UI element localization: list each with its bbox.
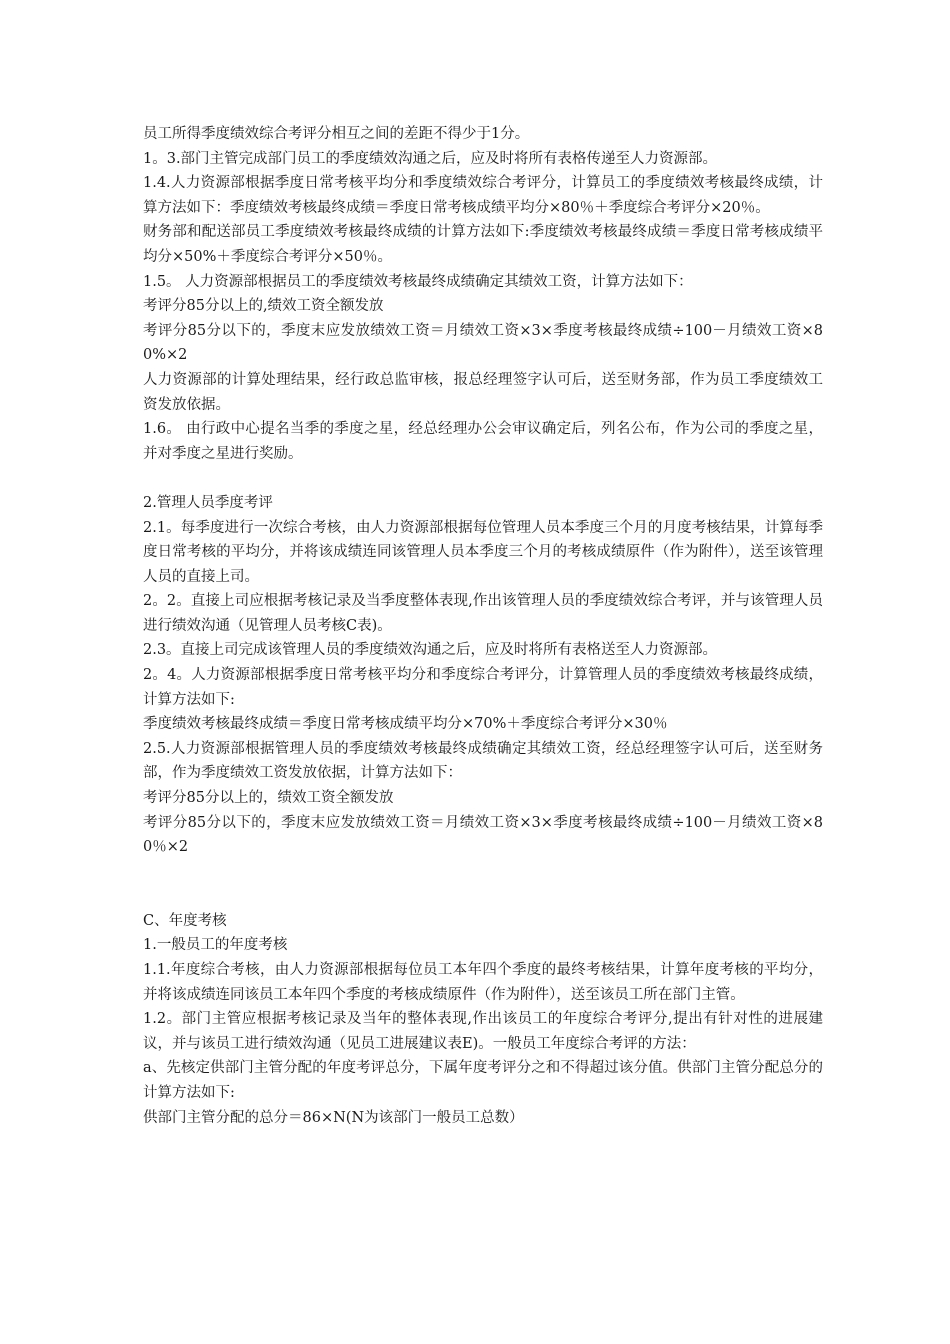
document-page (143, 122, 823, 1130)
paragraph: 2。4。人力资源部根据季度日常考核平均分和季度综合考评分，计算管理人员的季度绩效考核最终成绩，计算方法如下: (143, 667, 823, 708)
paragraph: 2.5.人力资源部根据管理人员的季度绩效考核最终成绩确定其绩效工资，经总经理签字认可后，送至财务部，作为季度绩效工资发放依据，计算方法如下： (143, 740, 823, 782)
paragraph: 1.2。部门主管应根据考核记录及当年的整体表现,作出该员工的年度综合考评分,提出有针对性的进展建议，并与该员工进行绩效沟通（见员工进展建议表E)。一般员工年度综合考评的方法： (143, 1011, 823, 1052)
blank-lines (143, 860, 823, 909)
paragraph: 1.1.年度综合考核，由人力资源部根据每位员工本年四个季度的最终考核结果，计算年度考核的平均分，并将该成绩连同该员工本年四个季度的考核成绩原件（作为附件），送至该员工所在部门主管。 (143, 962, 823, 1003)
paragraph: 1.5。 人力资源部根据员工的季度绩效考核最终成绩确定其绩效工资，计算方法如下： (143, 273, 693, 290)
subsection-heading: 1.一般员工的年度考核 (143, 937, 288, 954)
blank-line (143, 466, 823, 491)
paragraph: 2。2。直接上司应根据考核记录及当季度整体表现,作出该管理人员的季度绩效综合考评，并与该管理人员进行绩效沟通（见管理人员考核C表)。 (143, 593, 823, 634)
section-heading: C、年度考核 (143, 912, 227, 929)
paragraph: 2.3。直接上司完成该管理人员的季度绩效沟通之后，应及时将所有表格送至人力资源部。 (143, 642, 718, 659)
section-heading: 2.管理人员季度考评 (143, 494, 273, 511)
paragraph: 考评分85分以下的，季度末应发放绩效工资＝月绩效工资×3×季度考核最终成绩÷100－月绩效工资×80％×2 (143, 814, 823, 856)
paragraph: 考评分85分以上的,绩效工资全额发放 (143, 298, 384, 315)
paragraph: 考评分85分以下的，季度末应发放绩效工资＝月绩效工资×3×季度考核最终成绩÷100－月绩效工资×80%×2 (143, 322, 823, 364)
paragraph: 季度绩效考核最终成绩＝季度日常考核成绩平均分×70%＋季度综合考评分×30％ (143, 716, 668, 733)
paragraph: 考评分85分以上的，绩效工资全额发放 (143, 790, 394, 807)
paragraph: 2.1。每季度进行一次综合考核，由人力资源部根据每位管理人员本季度三个月的月度考核结果，计算每季度日常考核的平均分，并将该成绩连同该管理人员本季度三个月的考核成绩原件（作为附件），送至该管理人员的直接上司。 (143, 519, 823, 585)
paragraph: 1。3.部门主管完成部门员工的季度绩效沟通之后，应及时将所有表格传递至人力资源部。 (143, 150, 718, 167)
paragraph: 员工所得季度绩效综合考评分相互之间的差距不得少于1分。 (143, 126, 530, 142)
paragraph: 1.4.人力资源部根据季度日常考核平均分和季度绩效综合考评分，计算员工的季度绩效考核最终成绩，计算方法如下：季度绩效考核最终成绩＝季度日常考核成绩平均分×80％＋季度综合考评分×20％。 (143, 175, 823, 216)
paragraph: 财务部和配送部员工季度绩效考核最终成绩的计算方法如下:季度绩效考核最终成绩＝季度日常考核成绩平均分×50%＋季度综合考评分×50％。 (143, 224, 823, 265)
paragraph: 供部门主管分配的总分＝86×N(N为该部门一般员工总数） (143, 1109, 524, 1126)
paragraph: 人力资源部的计算处理结果，经行政总监审核，报总经理签字认可后，送至财务部，作为员工季度绩效工资发放依据。 (143, 371, 823, 413)
paragraph: a、先核定供部门主管分配的年度考评总分，下属年度考评分之和不得超过该分值。供部门主管分配总分的计算方法如下: (143, 1060, 823, 1101)
paragraph: 1.6。 由行政中心提名当季的季度之星，经总经理办公会审议确定后，列名公布，作为公司的季度之星，并对季度之星进行奖励。 (143, 421, 823, 462)
